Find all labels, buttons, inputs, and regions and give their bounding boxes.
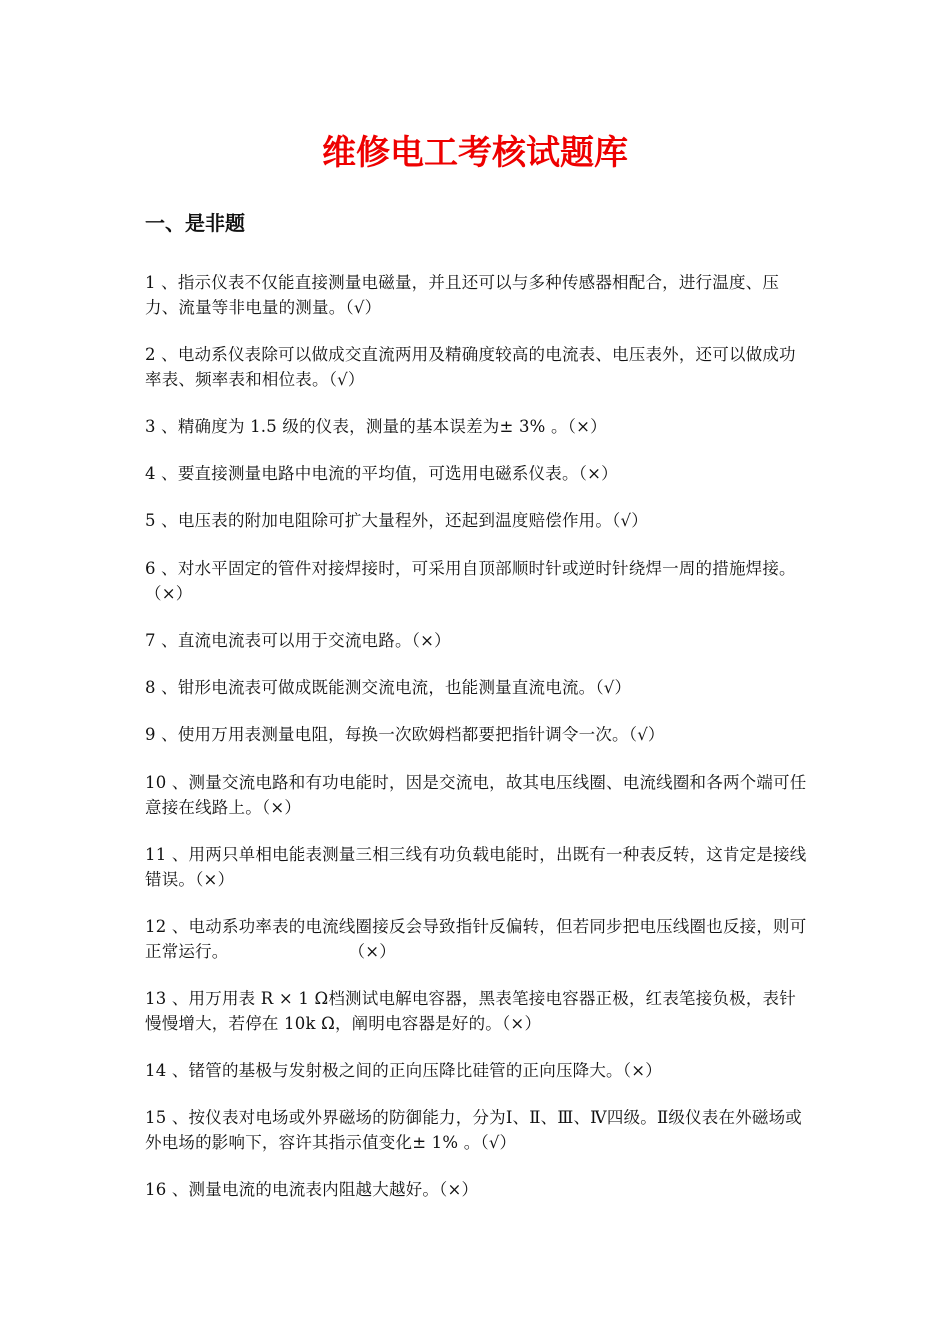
question-item: 11 、用两只单相电能表测量三相三线有功负载电能时，出既有一种表反转，这肯定是接线错误。（×） <box>145 845 807 889</box>
question-item: 9 、使用万用表测量电阻，每换一次欧姆档都要把指针调令一次。（√） <box>145 725 665 744</box>
question-item: 12 、电动系功率表的电流线圈接反会导致指针反偏转，但若同步把电压线圈也反接，则可正常运行。 （×） <box>145 917 807 961</box>
question-item: 10 、测量交流电路和有功电能时，因是交流电，故其电压线圈、电流线圈和各两个端可任意接在线路上。（×） <box>145 773 807 817</box>
question-item: 15 、按仪表对电场或外界磁场的防御能力，分为Ⅰ、Ⅱ、Ⅲ、Ⅳ四级。Ⅱ级仪表在外磁场或外电场的影响下，容许其指示值变化± 1% 。（√） <box>145 1108 802 1152</box>
question-item: 2 、电动系仪表除可以做成交直流两用及精确度较高的电流表、电压表外，还可以做成功率表、频率表和相位表。（√） <box>145 345 796 389</box>
question-item: 4 、要直接测量电路中电流的平均值，可选用电磁系仪表。（×） <box>145 464 618 483</box>
question-item: 8 、钳形电流表可做成既能测交流电流，也能测量直流电流。（√） <box>145 678 632 697</box>
question-item: 1 、指示仪表不仅能直接测量电磁量，并且还可以与多种传感器相配合，进行温度、压力、流量等非电量的测量。（√） <box>145 273 780 317</box>
question-item: 6 、对水平固定的管件对接焊接时，可采用自顶部顺时针或逆时针绕焊一周的措施焊接。（×） <box>145 559 796 603</box>
section-heading: 一、是非题 <box>145 211 245 235</box>
question-item: 16 、测量电流的电流表内阻越大越好。（×） <box>145 1180 479 1199</box>
question-item: 5 、电压表的附加电阻除可扩大量程外，还起到温度赔偿作用。（√） <box>145 511 648 530</box>
document-title: 维修电工考核试题库 <box>322 133 628 173</box>
question-item: 14 、锗管的基极与发射极之间的正向压降比硅管的正向压降大。（×） <box>145 1061 662 1080</box>
question-item: 7 、直流电流表可以用于交流电路。（×） <box>145 631 451 650</box>
question-item: 13 、用万用表 R × 1 Ω档测试电解电容器，黑表笔接电容器正极，红表笔接负极，表针慢慢增大，若停在 10k Ω，阐明电容器是好的。（×） <box>145 989 796 1033</box>
question-item: 3 、精确度为 1.5 级的仪表，测量的基本误差为± 3% 。（×） <box>145 417 607 436</box>
